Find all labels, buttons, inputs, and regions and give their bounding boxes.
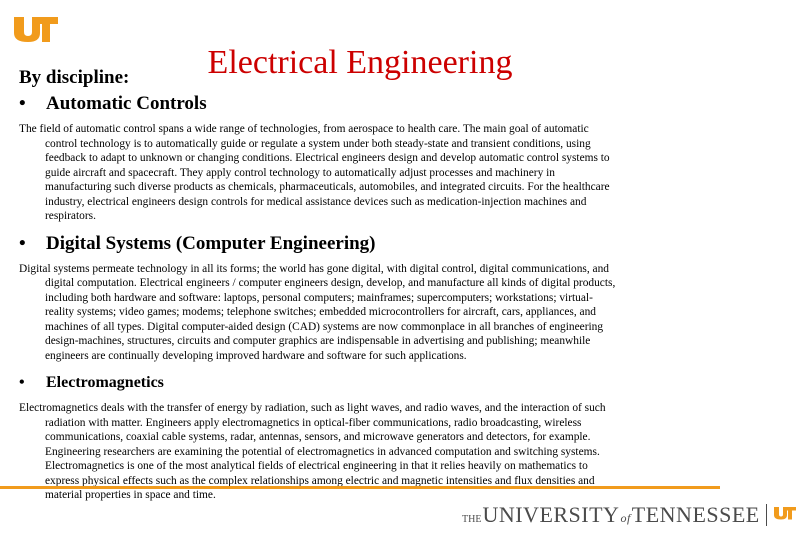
section-body-electromagnetics: Electromagnetics deals with the transfer of energy by radiation, such as light waves, and radio waves, and the interaction of such radiation with matter. Engineers apply electromagnetics in optical-fiber communications, radio broadcasting, wireless communications, coaxial cable systems, radar, antennas, sensors, and microwave generators and detectors, for example. Engineering researchers are examining the potential of electromagnetics in advanced computation and switching systems. Electromagnetics is one of the most analytical fields of electrical engineering in that it relies heavily on mathematics to express physical effects such as the complex relationships among electric and magnetic intensities and flux densities and material properties in space and time. [19, 402, 606, 501]
wordmark-of: of [620, 511, 631, 525]
page-title: Electrical Engineering [207, 43, 513, 81]
wordmark-text [462, 502, 760, 528]
main-content [19, 66, 619, 511]
section-body-digital-systems: Digital systems permeate technology in all its forms; the world has gone digital, with digital control, digital communications, and digital computation. Electrical engineers / computer engineers design, develop, and manufacture all kinds of digital products, including both hardware and software: laptops, personal computers; mainframes; supercomputers; workstations; virtual-reality systems; video games; modems; telephone switches; embedded microcontrollers for aircraft, cars, appliances, and machines of all types. Digital computer-aided design (CAD) systems are now commonplace in all branches of engineering design-machines, structures, circuits and computer graphics are indispensable in advertising and publishing; meanwhile engineers are continually developing improved hardware and software for such applications. [19, 262, 616, 362]
section-heading-automatic-controls [19, 92, 619, 116]
section-title: Automatic Controls [46, 93, 207, 114]
wordmark-tennessee: TENNESSEE [631, 502, 760, 527]
section-title: Electromagnetics [46, 374, 164, 391]
footer-ut-logo-icon [773, 504, 797, 527]
section-heading-digital-systems [19, 232, 619, 256]
section-heading-electromagnetics [19, 371, 619, 395]
section-body-automatic-controls: The field of automatic control spans a wide range of technologies, from aerospace to health care. The main goal of automatic control technology is to automatically guide or regulate a system under both steady-state and transient conditions, using feedback to adapt to unknown or changing conditions. Electrical engineers design and develop automatic control systems to guide aircraft and spacecraft. They apply control technology to automatically adjust processes and machinery in manufacturing such diverse products as chemicals, pharmaceuticals, automobiles, and integrated circuits. For the healthcare industry, electrical engineers design controls for medical assistance devices such as medication-injection machines and respirators. [19, 123, 610, 222]
discipline-label: By discipline: [19, 67, 130, 88]
wordmark-separator [766, 504, 767, 526]
university-wordmark [462, 502, 797, 528]
wordmark-university: UNIVERSITY [482, 502, 620, 527]
bullet: • [19, 93, 26, 114]
bullet: • [19, 374, 25, 391]
footer-divider [0, 486, 720, 489]
section-title: Digital Systems (Computer Engineering) [46, 232, 376, 254]
wordmark-the: THE [462, 514, 482, 525]
bullet: • [19, 232, 26, 254]
